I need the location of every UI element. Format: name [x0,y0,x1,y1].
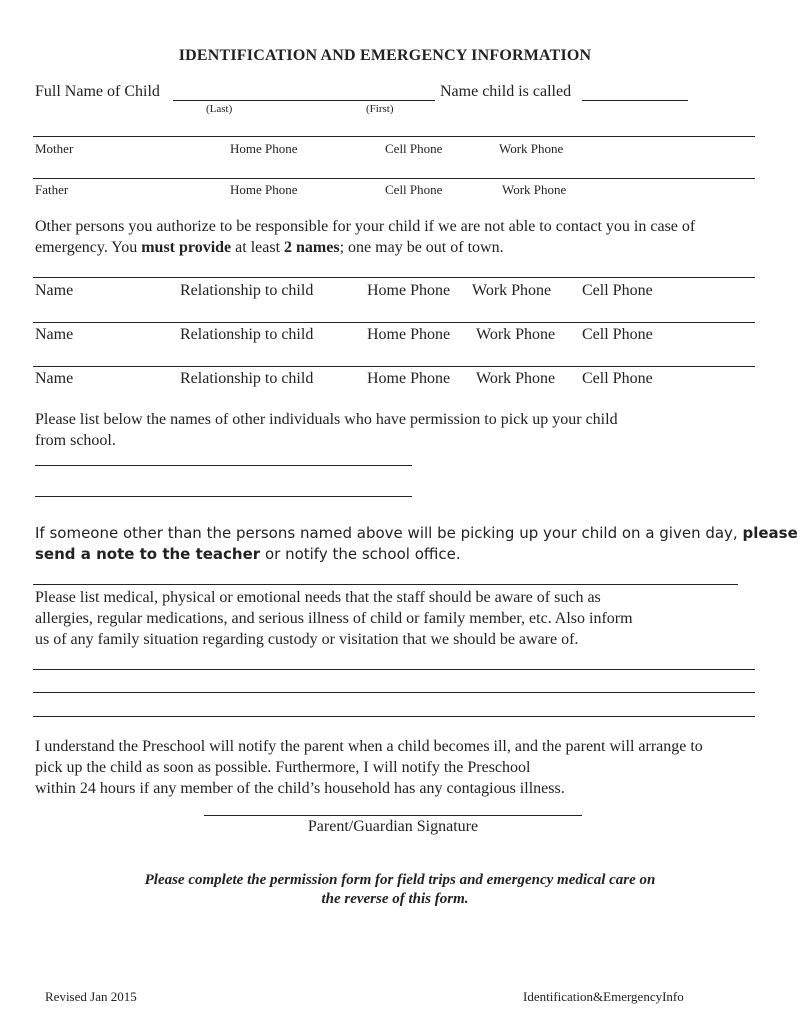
illness-agreement: I understand the Preschool will notify the parent when a child becomes ill, and the parent will arrange to pick up the child as soon as possible. Furthermore, I will notify the Preschool within 24 hours if any member of the child’s household has any contagious illness. [35,738,703,797]
signature-label: Parent/Guardian Signature [307,818,479,835]
mother-label: Mother [35,141,74,156]
authorized-row-2-line [33,322,755,323]
signature-field[interactable] [204,815,582,816]
authorized-intro-line1: Other persons you authorize to be responsible for your child if we are not able to contact you in case of [35,218,696,235]
please-emphasis: please [742,524,798,542]
medical-field-line-1[interactable] [33,669,755,670]
authorized-2-relationship-label: Relationship to child [180,326,314,343]
reverse-note-line1: Please complete the permission form for field trips and emergency medical care on [144,872,656,888]
authorized-1-name-label: Name [35,282,74,299]
first-sublabel: (First) [366,103,394,115]
medical-field-line-2[interactable] [33,692,755,693]
authorized-2-name-label: Name [35,326,74,343]
authorized-1-home-phone-label: Home Phone [367,282,451,299]
two-names-emphasis: 2 names [284,239,340,256]
form-title: IDENTIFICATION AND EMERGENCY INFORMATION [178,47,592,64]
name-called-field[interactable] [582,100,688,101]
authorized-1-relationship-label: Relationship to child [180,282,314,299]
father-row-line [33,178,755,179]
authorized-3-cell-phone-label: Cell Phone [582,370,653,387]
authorized-2-cell-phone-label: Cell Phone [582,326,653,343]
mother-work-phone-label: Work Phone [499,141,564,156]
medical-field-line-3[interactable] [33,716,755,717]
mother-home-phone-label: Home Phone [230,141,298,156]
form-identifier: Identification&EmergencyInfo [523,989,684,1004]
pickup-instructions: Please list below the names of other individuals who have permission to pick up your child from school. [35,411,618,449]
last-sublabel: (Last) [206,103,233,115]
send-note-emphasis: send a note to the teacher [35,545,261,563]
authorized-3-name-label: Name [35,370,74,387]
authorized-intro-line2: emergency. You must provide at least 2 names; one may be out of town. [35,239,504,256]
authorized-2-work-phone-label: Work Phone [476,326,556,343]
authorized-3-home-phone-label: Home Phone [367,370,451,387]
full-name-label: Full Name of Child [35,83,160,100]
name-called-label: Name child is called [440,83,572,100]
note-line2: send a note to the teacher or notify the school office. [35,545,461,563]
authorized-1-work-phone-label: Work Phone [472,282,552,299]
authorized-2-home-phone-label: Home Phone [367,326,451,343]
pickup-name-field-1[interactable] [35,465,412,466]
full-name-field[interactable] [173,100,435,101]
medical-section-line [33,584,738,585]
authorized-intro [35,216,695,258]
mother-cell-phone-label: Cell Phone [385,141,443,156]
pickup-name-field-2[interactable] [35,496,412,497]
father-work-phone-label: Work Phone [502,182,567,197]
note-instructions [35,523,798,565]
authorized-1-cell-phone-label: Cell Phone [582,282,653,299]
reverse-note-line2: the reverse of this form. [321,891,469,907]
medical-instructions: Please list medical, physical or emotional needs that the staff should be aware of such as allergies, regular medications, and serious illness of child or family member, etc. Also inform us of any family situation regarding custody or visitation that we should be aware of. [35,589,633,648]
father-cell-phone-label: Cell Phone [385,182,443,197]
revised-date: Revised Jan 2015 [45,989,137,1004]
authorized-row-3-line [33,366,755,367]
authorized-3-work-phone-label: Work Phone [476,370,556,387]
authorized-3-relationship-label: Relationship to child [180,370,314,387]
mother-row-line [33,136,755,137]
father-home-phone-label: Home Phone [230,182,298,197]
father-label: Father [35,182,69,197]
must-provide-emphasis: must provide [141,239,232,256]
authorized-row-1-line [33,277,755,278]
note-line1: If someone other than the persons named above will be picking up your child on a given day, please [35,524,798,542]
